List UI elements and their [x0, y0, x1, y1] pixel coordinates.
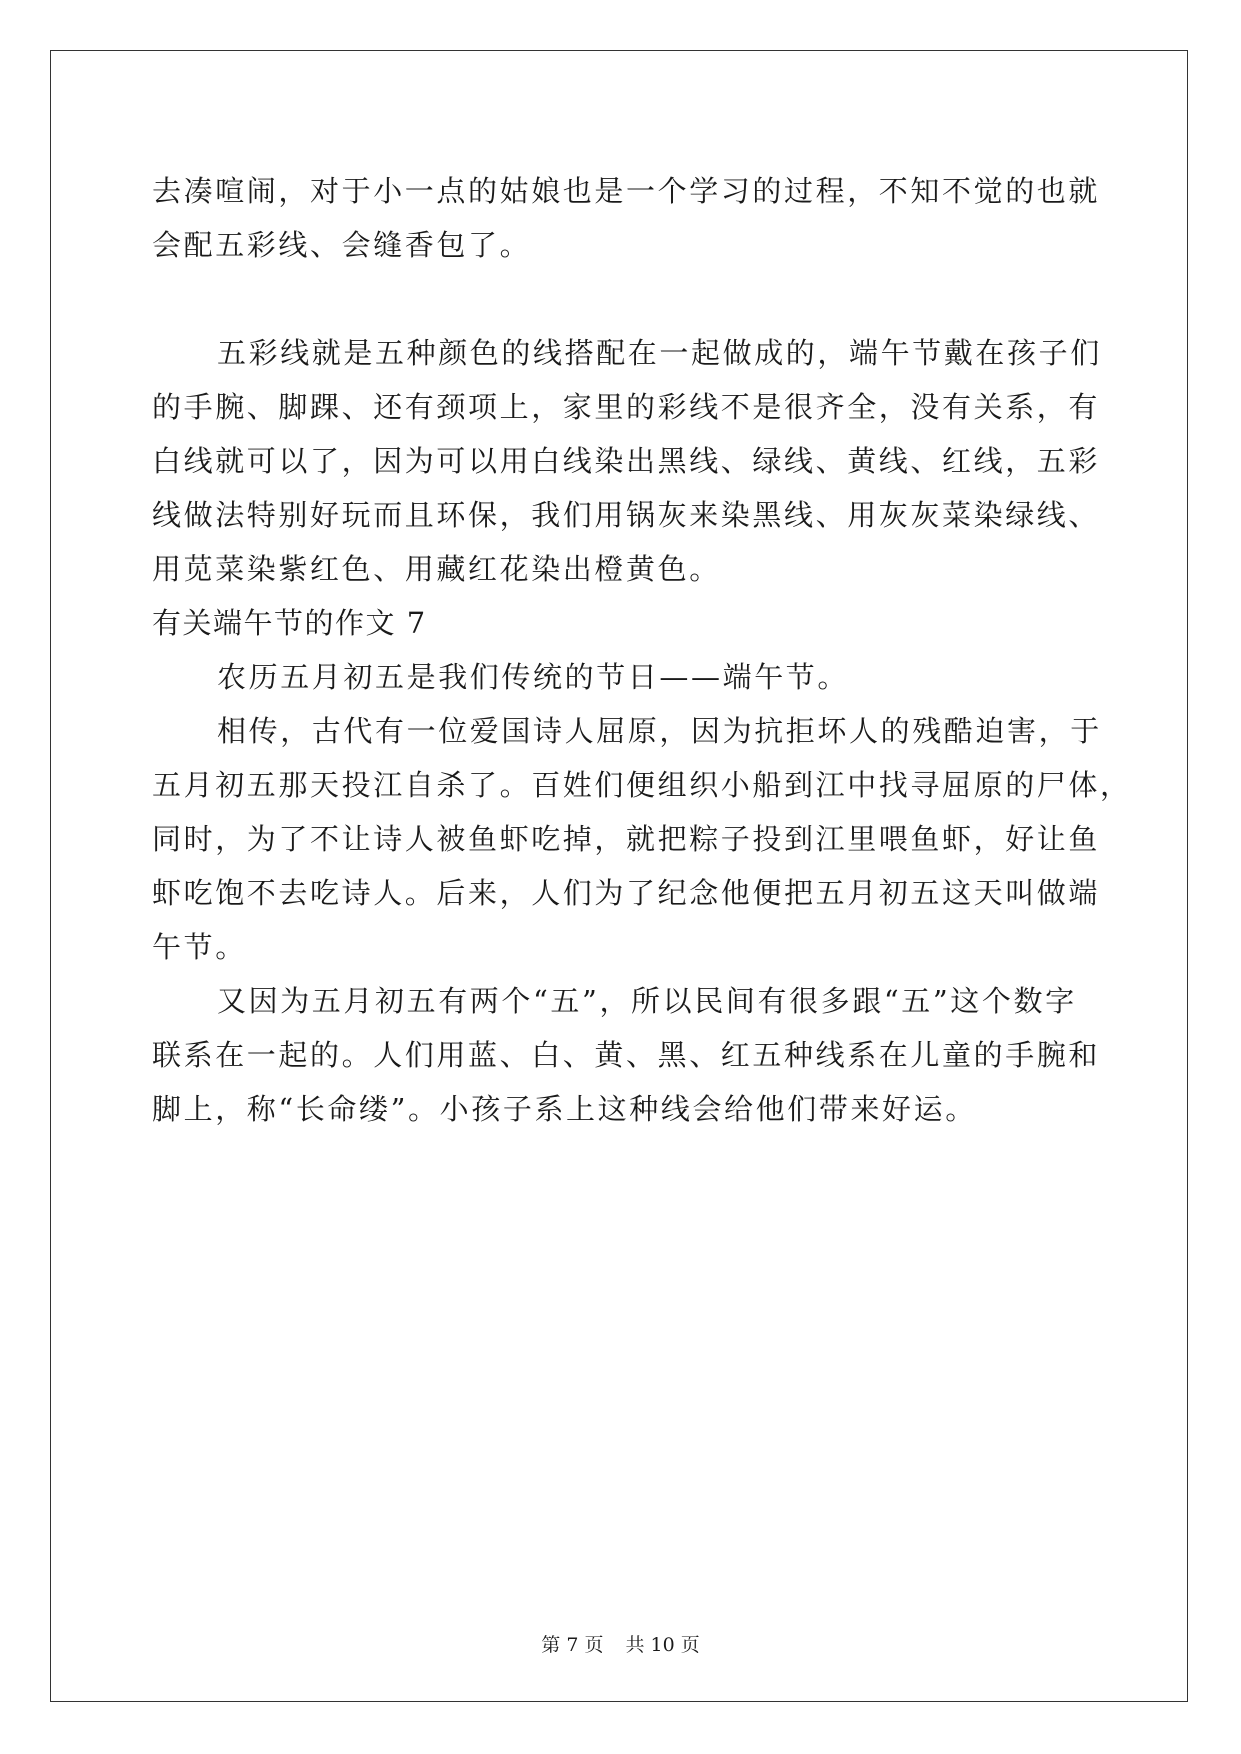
- page-number: 第 7 页: [541, 1634, 604, 1656]
- paragraph-start-line: 又因为五月初五有两个“五”，所以民间有很多跟“五”这个数字: [217, 984, 1077, 1018]
- paragraph-start-line: 相传，古代有一位爱国诗人屈原，因为抗拒坏人的残酷迫害，于: [217, 714, 1102, 748]
- body-text-line: 白线就可以了，因为可以用白线染出黑线、绿线、黄线、红线，五彩: [152, 444, 1101, 478]
- body-text-line: 午节。: [152, 930, 247, 964]
- page-total: 共 10 页: [625, 1634, 700, 1656]
- body-text-line: 同时，为了不让诗人被鱼虾吃掉，就把粽子投到江里喂鱼虾，好让鱼: [152, 822, 1101, 856]
- body-text-line: 会配五彩线、会缝香包了。: [152, 228, 532, 262]
- page-footer: [0, 1630, 1241, 1657]
- body-text-line: 脚上，称“长命缕”。小孩子系上这种线会给他们带来好运。: [152, 1092, 977, 1126]
- body-text-line: 用苋菜染紫红色、用藏红花染出橙黄色。: [152, 552, 721, 586]
- body-text-line: 去凑喧闹，对于小一点的姑娘也是一个学习的过程，不知不觉的也就: [152, 174, 1101, 208]
- paragraph-start-line: 农历五月初五是我们传统的节日——端午节。: [217, 660, 850, 694]
- body-text-line: 的手腕、脚踝、还有颈项上，家里的彩线不是很齐全，没有关系，有: [152, 390, 1101, 424]
- paragraph-start-line: 五彩线就是五种颜色的线搭配在一起做成的，端午节戴在孩子们: [217, 336, 1102, 370]
- body-text-line: 联系在一起的。人们用蓝、白、黄、黑、红五种线系在儿童的手腕和: [152, 1038, 1101, 1072]
- section-heading: 有关端午节的作文 7: [152, 606, 427, 640]
- body-text-line: 线做法特别好玩而且环保，我们用锅灰来染黑线、用灰灰菜染绿线、: [152, 498, 1101, 532]
- body-text-line: 虾吃饱不去吃诗人。后来，人们为了纪念他便把五月初五这天叫做端: [152, 876, 1101, 910]
- body-text-line: 五月初五那天投江自杀了。百姓们便组织小船到江中找寻屈原的尸体，: [152, 768, 1132, 802]
